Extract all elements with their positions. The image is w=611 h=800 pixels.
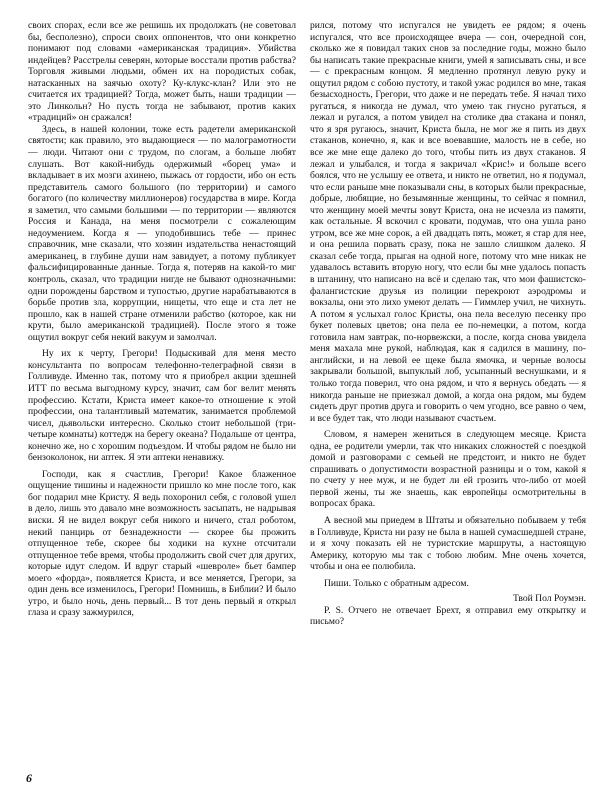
paragraph: своих спорах, если все же решишь их продолжать (не советовал бы, бесполезно), спроси своих оппонентов, что они конкретно понимают под словами «американская традиция». Убийства индейцев? Расстрелы северян, которые восстали против рабства? Торговля живыми людьми, обмен их на породистых собак, натасканных на заячью охоту? Ку-клукс-клан? Или это не считается их традицией? Тогда, может быть, наши традиции — это Линкольн? Но пусть тогда не забывают, против каких «традиций» он сражался! [28,20,296,124]
postscript: P. S. Отчего не отвечает Брехт, я отправил ему открытку и письмо? [310,604,586,628]
paragraph: Здесь, в нашей колонии, тоже есть радетели американской святости; как правило, это выдающиеся — по малограмотности — люди. Читают они с трудом, по слогам, а больше любят слушать. Вот какой-нибудь одержимый «борец ума» и вкладывает в их мозги ахинею, пыжась от гордости, ибо он есть представитель самого большого (по территории) и самого богатого (по количеству миллионеров) государства в мире. Когда я заметил, что самыми большими — по территории — являются Россия и Канада, на меня посмотрели с сожалеющим недоумением. Когда я — уподобившись тебе — принес справочник, мне сказали, что хозяин издательства ненастоящий американец, в глубине души нам завидует, а потому публикует фальсифицированные данные. Тогда я, потеряв на какой-то миг контроль, сказал, что традиции нигде не бывают однозначными: одни порождены барством и тупостью, другие нарабатываются в борьбе против зла, коррупции, нищеты, что еще и ста лет не прошло, как в нашей стране отменили рабство (которое, как ни крути, было американской традицией). После этого я тоже ощутил вокруг себя некий вакуум и замолчал. [28,123,296,343]
right-column [310,20,586,628]
paragraph: Господи, как я счастлив, Грегори! Какое блаженное ощущение тишины и надежности пришло ко мне после того, как бог подарил мне Кристу. Я ведь похоронил себя, с головой ушел в дело, лишь это давало мне возможность засыпать, не надрывая виски. Я не видел вокруг себя никого и ничего, стал роботом, некий панцирь от безнадежности — скорее бы прожить отпущенное тебе, скорее бы ходики на кухне отсчитали отпущенное тебе время, чтобы продолжить свой счет для других, которые идут следом. И вдруг старый «шевроле» бьет бампер моего «форда», появляется Криста, и все меняется, Грегори, за один день все изменилось, Грегори! Помнишь, в Библии? И было утро, и было ночь, день первый... В тот день первый я открыл глаза и сразу зажмурился, [28,468,296,619]
paragraph: Ну их к черту, Грегори! Подыскивай для меня место консультанта по вопросам телефонно-телеграфной связи в Голливуде. Именно так, потому что я приобрел акции здешней ИТТ по весьма выгодному курсу, значит, сам бог велит менять профессию. Кстати, Криста имеет какое-то отношение к этой профессии, она талантливый математик, занимается проблемой чисел, дьявольски интересно. Сколько стоит небольшой (три-четыре комнаты) коттедж на берегу океана? Подальше от центра, конечно же, но с хорошим подъездом. И чтобы рядом не было ни бензоколонок, ни аптек. Я эти аптеки ненавижу. [28,348,296,464]
paragraph: рился, потому что испугался не увидеть ее рядом; я очень испугался, что все происходящее вчера — сон, очередной сон, сколько же я повидал таких снов за последние годы, можно было бы написать такие прекрасные книги, умей я записывать сны, и все — с прекрасным концом. Я медленно протянул левую руку и ощутил рядом с собою пустоту, и такой ужас родился во мне, такая безысходность, Грегори, что даже и не передать тебе. Я начал тихо ругаться, я никогда не думал, что умею так гнусно ругаться, я лежал и ругался, а потом увидел на столике два стакана и понял, что я зря ругаюсь, значит, Криста была, не мог же я пить из двух стаканов, конечно, я, как и все воевавшие, малость не в себе, но все же мне еще далеко до того, чтобы пить из двух стаканов. Я лежал и улыбался, и тогда я закричал «Крис!» и больше всего боялся, что не услышу ее ответа, и никто не ответил, но я подумал, что если раньше мне показывали сны, в которых были прекрасные, добрые, любящие, но безымянные женщины, то сейчас я помнил, что женщину моей мечты зовут Криста, она не исчезла из памяти, как остальные. Я вскочил с кровати, подумав, что она ушла рано утром, все же мне сорок, а ей двадцать пять, может, я стар для нее, и она решила порвать сразу, пока не зашло слишком далеко. Я сказал себе тогда, прыгая на одной ноге, потому что мне никак не удавалось вставить вторую ногу, что если бы мне удалось попасть в штанину, что написано на всё и сделаю так, что мои фашистско-фалангистские друзья из полиции перекроют аэродромы и вокзалы, они это лихо умеют делать — Гиммлер учил, не чихнуть. А потом я услыхал голос Кристы, она пела веселую песенку про букет полевых цветов; она пела ее по-немецки, а потом, когда готовила нам завтрак, по-норвежски, а после, когда снова увидела меня махала мне рукой, наблюдая, как я садился в машину, по-английски, и на левой ее щеке была ямочка, и черные волосы закрывали большой, выпуклый лоб, усыпанный веснушками, и я только тогда поверил, что она рядом, и что я вернусь обедать — я никогда раньше не приезжал домой, а когда она рядом, мы будем сидеть друг против друга и говорить о чем угодно, все равно о чем, и все будет так, что люди называют счастьем. [310,20,586,424]
signature: Твой Пол Роумэн. [513,593,586,605]
paragraph: А весной мы приедем в Штаты и обязательно побываем у тебя в Голливуде, Криста ни разу не была в нашей сумасшедшей стране, и я хочу показать ей не туристские маршруты, а настоящую Америку, которую мы так с тобою любим. Мне очень хочется, чтобы и она ее полюбила. [310,514,586,573]
left-column [28,20,296,619]
page-number: 6 [26,771,32,785]
paragraph: Пиши. Только с обратным адресом. [324,577,469,589]
paragraph: Словом, я намерен жениться в следующем месяце. Криста одна, ее родители умерли, так что никаких сложностей с поездкой домой и разговорами с семьей не предстоит, и никто не будет спрашивать о допустимости возрастной разницы и о том, какой я по счету у нее муж, и не будет ли ей грозить что-либо от моей первой жены, ты же знаешь, как европейцы осмотрительны в вопросах брака. [310,429,586,510]
